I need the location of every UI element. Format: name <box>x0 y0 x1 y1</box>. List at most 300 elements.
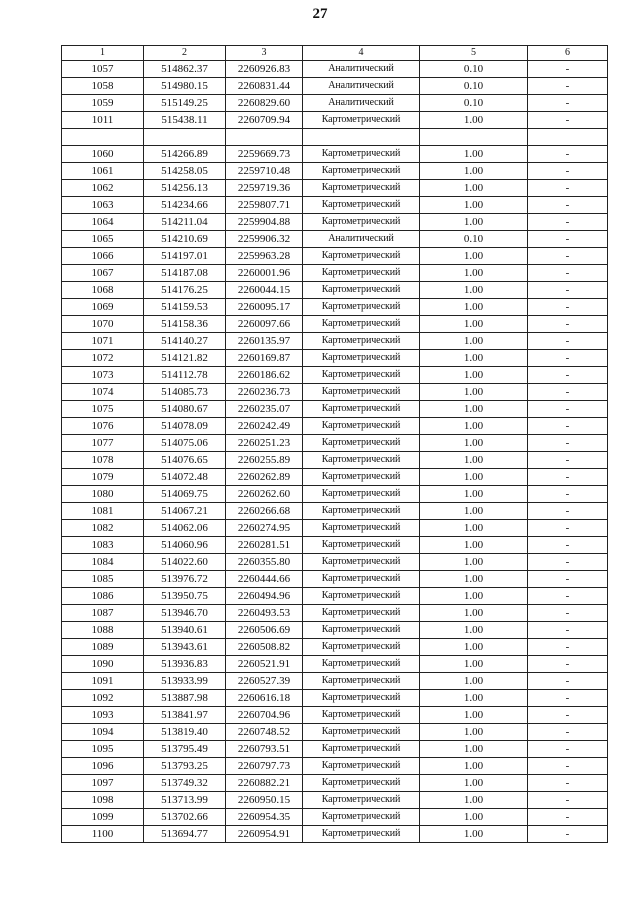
point-number-cell: 1092 <box>62 690 144 707</box>
accuracy-cell: 1.00 <box>420 112 528 129</box>
table-row <box>62 163 608 180</box>
point-number-cell: 1098 <box>62 792 144 809</box>
y-coordinate-cell: 2260882.21 <box>226 775 303 792</box>
accuracy-cell: 0.10 <box>420 61 528 78</box>
point-number-cell: 1072 <box>62 350 144 367</box>
table-row <box>62 265 608 282</box>
y-coordinate-cell: 2260521.91 <box>226 656 303 673</box>
method-cell: Картометрический <box>303 350 420 367</box>
point-number-cell: 1068 <box>62 282 144 299</box>
table-row <box>62 588 608 605</box>
point-number-cell: 1070 <box>62 316 144 333</box>
method-cell: Картометрический <box>303 452 420 469</box>
x-coordinate-cell: 513702.66 <box>144 809 226 826</box>
method-cell: Картометрический <box>303 656 420 673</box>
table-row <box>62 180 608 197</box>
y-coordinate-cell: 2259906.32 <box>226 231 303 248</box>
table-row <box>62 129 608 146</box>
table-row <box>62 537 608 554</box>
accuracy-cell: 1.00 <box>420 554 528 571</box>
method-cell: Картометрический <box>303 775 420 792</box>
table-row <box>62 112 608 129</box>
point-number-cell: 1079 <box>62 469 144 486</box>
x-coordinate-cell: 513946.70 <box>144 605 226 622</box>
method-cell: Картометрический <box>303 316 420 333</box>
note-cell: - <box>528 809 608 826</box>
method-cell: Картометрический <box>303 401 420 418</box>
x-coordinate-cell: 513936.83 <box>144 656 226 673</box>
x-coordinate-cell: 513887.98 <box>144 690 226 707</box>
y-coordinate-cell: 2260355.80 <box>226 554 303 571</box>
table-row <box>62 639 608 656</box>
x-coordinate-cell: 514076.65 <box>144 452 226 469</box>
point-number-cell: 1071 <box>62 333 144 350</box>
note-cell: - <box>528 452 608 469</box>
table-row <box>62 367 608 384</box>
table-header-row <box>62 46 608 61</box>
x-coordinate-cell: 514176.25 <box>144 282 226 299</box>
column-header: 4 <box>303 46 420 61</box>
method-cell: Картометрический <box>303 724 420 741</box>
method-cell: Картометрический <box>303 622 420 639</box>
column-header: 5 <box>420 46 528 61</box>
y-coordinate-cell: 2260527.39 <box>226 673 303 690</box>
x-coordinate-cell: 513933.99 <box>144 673 226 690</box>
coordinates-table <box>61 45 608 843</box>
table-row <box>62 282 608 299</box>
note-cell: - <box>528 163 608 180</box>
x-coordinate-cell: 514256.13 <box>144 180 226 197</box>
x-coordinate-cell: 514067.21 <box>144 503 226 520</box>
y-coordinate-cell: 2260262.89 <box>226 469 303 486</box>
note-cell: - <box>528 78 608 95</box>
y-coordinate-cell: 2260506.69 <box>226 622 303 639</box>
note-cell: - <box>528 95 608 112</box>
x-coordinate-cell: 514980.15 <box>144 78 226 95</box>
note-cell: - <box>528 146 608 163</box>
x-coordinate-cell: 514080.67 <box>144 401 226 418</box>
table-row <box>62 571 608 588</box>
table-row <box>62 214 608 231</box>
accuracy-cell: 1.00 <box>420 282 528 299</box>
point-number-cell: 1064 <box>62 214 144 231</box>
y-coordinate-cell: 2260831.44 <box>226 78 303 95</box>
x-coordinate-cell: 514121.82 <box>144 350 226 367</box>
x-coordinate-cell: 513940.61 <box>144 622 226 639</box>
y-coordinate-cell: 2260001.96 <box>226 265 303 282</box>
note-cell: - <box>528 367 608 384</box>
accuracy-cell: 1.00 <box>420 639 528 656</box>
point-number-cell: 1069 <box>62 299 144 316</box>
accuracy-cell: 1.00 <box>420 520 528 537</box>
y-coordinate-cell: 2260704.96 <box>226 707 303 724</box>
x-coordinate-cell: 514158.36 <box>144 316 226 333</box>
method-cell: Картометрический <box>303 469 420 486</box>
note-cell: - <box>528 435 608 452</box>
table-row <box>62 656 608 673</box>
y-coordinate-cell: 2260186.62 <box>226 367 303 384</box>
note-cell: - <box>528 197 608 214</box>
point-number-cell: 1094 <box>62 724 144 741</box>
accuracy-cell: 1.00 <box>420 707 528 724</box>
accuracy-cell: 1.00 <box>420 401 528 418</box>
x-coordinate-cell: 513795.49 <box>144 741 226 758</box>
column-header: 3 <box>226 46 303 61</box>
accuracy-cell: 1.00 <box>420 316 528 333</box>
accuracy-cell <box>420 129 528 146</box>
point-number-cell: 1087 <box>62 605 144 622</box>
x-coordinate-cell: 513749.32 <box>144 775 226 792</box>
method-cell: Картометрический <box>303 673 420 690</box>
method-cell: Картометрический <box>303 741 420 758</box>
accuracy-cell: 1.00 <box>420 452 528 469</box>
column-header: 6 <box>528 46 608 61</box>
method-cell: Картометрический <box>303 214 420 231</box>
note-cell: - <box>528 214 608 231</box>
y-coordinate-cell: 2260274.95 <box>226 520 303 537</box>
point-number-cell: 1075 <box>62 401 144 418</box>
x-coordinate-cell: 514069.75 <box>144 486 226 503</box>
y-coordinate-cell: 2260044.15 <box>226 282 303 299</box>
y-coordinate-cell: 2260616.18 <box>226 690 303 707</box>
y-coordinate-cell: 2259710.48 <box>226 163 303 180</box>
accuracy-cell: 1.00 <box>420 469 528 486</box>
accuracy-cell: 1.00 <box>420 673 528 690</box>
accuracy-cell: 1.00 <box>420 214 528 231</box>
method-cell: Аналитический <box>303 78 420 95</box>
accuracy-cell: 1.00 <box>420 656 528 673</box>
table-row <box>62 299 608 316</box>
table-row <box>62 384 608 401</box>
accuracy-cell: 1.00 <box>420 724 528 741</box>
point-number-cell: 1097 <box>62 775 144 792</box>
y-coordinate-cell: 2260444.66 <box>226 571 303 588</box>
point-number-cell: 1066 <box>62 248 144 265</box>
y-coordinate-cell: 2260950.15 <box>226 792 303 809</box>
table-row <box>62 673 608 690</box>
note-cell: - <box>528 282 608 299</box>
note-cell: - <box>528 503 608 520</box>
note-cell: - <box>528 299 608 316</box>
y-coordinate-cell: 2260954.35 <box>226 809 303 826</box>
method-cell: Аналитический <box>303 95 420 112</box>
table-row <box>62 707 608 724</box>
point-number-cell: 1011 <box>62 112 144 129</box>
point-number-cell: 1074 <box>62 384 144 401</box>
column-header: 2 <box>144 46 226 61</box>
table-row <box>62 418 608 435</box>
note-cell: - <box>528 265 608 282</box>
x-coordinate-cell: 514258.05 <box>144 163 226 180</box>
note-cell: - <box>528 486 608 503</box>
y-coordinate-cell: 2260493.53 <box>226 605 303 622</box>
table-row <box>62 248 608 265</box>
point-number-cell: 1096 <box>62 758 144 775</box>
point-number-cell: 1100 <box>62 826 144 843</box>
x-coordinate-cell: 514062.06 <box>144 520 226 537</box>
note-cell: - <box>528 520 608 537</box>
accuracy-cell: 1.00 <box>420 265 528 282</box>
note-cell: - <box>528 707 608 724</box>
y-coordinate-cell: 2259963.28 <box>226 248 303 265</box>
accuracy-cell: 1.00 <box>420 605 528 622</box>
table-row <box>62 792 608 809</box>
method-cell <box>303 129 420 146</box>
table-row <box>62 61 608 78</box>
point-number-cell: 1081 <box>62 503 144 520</box>
method-cell: Картометрический <box>303 435 420 452</box>
accuracy-cell: 1.00 <box>420 197 528 214</box>
point-number-cell: 1088 <box>62 622 144 639</box>
accuracy-cell: 1.00 <box>420 622 528 639</box>
x-coordinate-cell: 514266.89 <box>144 146 226 163</box>
method-cell: Картометрический <box>303 537 420 554</box>
method-cell: Картометрический <box>303 639 420 656</box>
table-row <box>62 146 608 163</box>
method-cell: Картометрический <box>303 299 420 316</box>
table-row <box>62 78 608 95</box>
note-cell: - <box>528 112 608 129</box>
table-body <box>62 61 608 843</box>
accuracy-cell: 1.00 <box>420 758 528 775</box>
note-cell: - <box>528 248 608 265</box>
point-number-cell: 1078 <box>62 452 144 469</box>
point-number-cell: 1058 <box>62 78 144 95</box>
accuracy-cell: 1.00 <box>420 775 528 792</box>
x-coordinate-cell: 514085.73 <box>144 384 226 401</box>
x-coordinate-cell: 513819.40 <box>144 724 226 741</box>
method-cell: Картометрический <box>303 486 420 503</box>
table-row <box>62 520 608 537</box>
column-header: 1 <box>62 46 144 61</box>
accuracy-cell: 1.00 <box>420 486 528 503</box>
x-coordinate-cell: 514078.09 <box>144 418 226 435</box>
y-coordinate-cell: 2260095.17 <box>226 299 303 316</box>
note-cell: - <box>528 639 608 656</box>
note-cell: - <box>528 724 608 741</box>
table-row <box>62 503 608 520</box>
note-cell: - <box>528 758 608 775</box>
table-row <box>62 435 608 452</box>
note-cell: - <box>528 826 608 843</box>
point-number-cell: 1065 <box>62 231 144 248</box>
y-coordinate-cell: 2260748.52 <box>226 724 303 741</box>
x-coordinate-cell: 514075.06 <box>144 435 226 452</box>
note-cell: - <box>528 401 608 418</box>
accuracy-cell: 1.00 <box>420 503 528 520</box>
accuracy-cell: 1.00 <box>420 571 528 588</box>
x-coordinate-cell: 514210.69 <box>144 231 226 248</box>
method-cell: Картометрический <box>303 418 420 435</box>
y-coordinate-cell: 2260954.91 <box>226 826 303 843</box>
note-cell: - <box>528 180 608 197</box>
accuracy-cell: 1.00 <box>420 792 528 809</box>
note-cell: - <box>528 792 608 809</box>
y-coordinate-cell: 2260262.60 <box>226 486 303 503</box>
page-number: 27 <box>312 6 328 22</box>
method-cell: Картометрический <box>303 690 420 707</box>
method-cell: Картометрический <box>303 197 420 214</box>
y-coordinate-cell: 2259904.88 <box>226 214 303 231</box>
y-coordinate-cell: 2260235.07 <box>226 401 303 418</box>
point-number-cell: 1095 <box>62 741 144 758</box>
note-cell: - <box>528 673 608 690</box>
x-coordinate-cell: 514234.66 <box>144 197 226 214</box>
x-coordinate-cell: 514022.60 <box>144 554 226 571</box>
note-cell: - <box>528 554 608 571</box>
accuracy-cell: 1.00 <box>420 333 528 350</box>
x-coordinate-cell: 513841.97 <box>144 707 226 724</box>
note-cell: - <box>528 741 608 758</box>
method-cell: Картометрический <box>303 707 420 724</box>
accuracy-cell: 1.00 <box>420 418 528 435</box>
point-number-cell: 1059 <box>62 95 144 112</box>
note-cell <box>528 129 608 146</box>
table-row <box>62 775 608 792</box>
y-coordinate-cell: 2260281.51 <box>226 537 303 554</box>
accuracy-cell: 1.00 <box>420 299 528 316</box>
y-coordinate-cell: 2260236.73 <box>226 384 303 401</box>
y-coordinate-cell: 2260097.66 <box>226 316 303 333</box>
method-cell: Картометрический <box>303 163 420 180</box>
y-coordinate-cell: 2260169.87 <box>226 350 303 367</box>
x-coordinate-cell: 515438.11 <box>144 112 226 129</box>
note-cell: - <box>528 690 608 707</box>
note-cell: - <box>528 316 608 333</box>
x-coordinate-cell <box>144 129 226 146</box>
y-coordinate-cell: 2260255.89 <box>226 452 303 469</box>
y-coordinate-cell: 2260829.60 <box>226 95 303 112</box>
x-coordinate-cell: 513976.72 <box>144 571 226 588</box>
table-row <box>62 622 608 639</box>
point-number-cell: 1063 <box>62 197 144 214</box>
table-row <box>62 605 608 622</box>
point-number-cell: 1093 <box>62 707 144 724</box>
table-row <box>62 724 608 741</box>
point-number-cell: 1057 <box>62 61 144 78</box>
x-coordinate-cell: 513950.75 <box>144 588 226 605</box>
point-number-cell: 1080 <box>62 486 144 503</box>
x-coordinate-cell: 514060.96 <box>144 537 226 554</box>
x-coordinate-cell: 514072.48 <box>144 469 226 486</box>
method-cell: Картометрический <box>303 758 420 775</box>
x-coordinate-cell: 513943.61 <box>144 639 226 656</box>
y-coordinate-cell: 2260494.96 <box>226 588 303 605</box>
x-coordinate-cell: 514211.04 <box>144 214 226 231</box>
table-row <box>62 690 608 707</box>
point-number-cell: 1091 <box>62 673 144 690</box>
point-number-cell: 1061 <box>62 163 144 180</box>
accuracy-cell: 1.00 <box>420 180 528 197</box>
accuracy-cell: 1.00 <box>420 384 528 401</box>
accuracy-cell: 0.10 <box>420 95 528 112</box>
note-cell: - <box>528 775 608 792</box>
accuracy-cell: 1.00 <box>420 435 528 452</box>
y-coordinate-cell: 2260508.82 <box>226 639 303 656</box>
note-cell: - <box>528 588 608 605</box>
y-coordinate-cell: 2259669.73 <box>226 146 303 163</box>
accuracy-cell: 1.00 <box>420 163 528 180</box>
point-number-cell: 1077 <box>62 435 144 452</box>
table-row <box>62 554 608 571</box>
y-coordinate-cell: 2260709.94 <box>226 112 303 129</box>
method-cell: Картометрический <box>303 554 420 571</box>
method-cell: Картометрический <box>303 503 420 520</box>
method-cell: Картометрический <box>303 588 420 605</box>
x-coordinate-cell: 514187.08 <box>144 265 226 282</box>
method-cell: Картометрический <box>303 571 420 588</box>
method-cell: Аналитический <box>303 61 420 78</box>
accuracy-cell: 1.00 <box>420 741 528 758</box>
table-row <box>62 809 608 826</box>
point-number-cell: 1084 <box>62 554 144 571</box>
point-number-cell: 1086 <box>62 588 144 605</box>
table-row <box>62 826 608 843</box>
y-coordinate-cell: 2260242.49 <box>226 418 303 435</box>
y-coordinate-cell: 2260797.73 <box>226 758 303 775</box>
x-coordinate-cell: 513713.99 <box>144 792 226 809</box>
table-row <box>62 350 608 367</box>
x-coordinate-cell: 514862.37 <box>144 61 226 78</box>
accuracy-cell: 1.00 <box>420 350 528 367</box>
y-coordinate-cell: 2260135.97 <box>226 333 303 350</box>
method-cell: Картометрический <box>303 367 420 384</box>
accuracy-cell: 1.00 <box>420 588 528 605</box>
method-cell: Картометрический <box>303 792 420 809</box>
table-row <box>62 758 608 775</box>
note-cell: - <box>528 333 608 350</box>
accuracy-cell: 1.00 <box>420 809 528 826</box>
table-row <box>62 197 608 214</box>
accuracy-cell: 1.00 <box>420 146 528 163</box>
x-coordinate-cell: 514197.01 <box>144 248 226 265</box>
x-coordinate-cell: 514140.27 <box>144 333 226 350</box>
y-coordinate-cell: 2260926.83 <box>226 61 303 78</box>
method-cell: Картометрический <box>303 809 420 826</box>
x-coordinate-cell: 515149.25 <box>144 95 226 112</box>
accuracy-cell: 1.00 <box>420 248 528 265</box>
point-number-cell <box>62 129 144 146</box>
y-coordinate-cell: 2259807.71 <box>226 197 303 214</box>
table-row <box>62 486 608 503</box>
x-coordinate-cell: 513793.25 <box>144 758 226 775</box>
note-cell: - <box>528 605 608 622</box>
y-coordinate-cell: 2260266.68 <box>226 503 303 520</box>
method-cell: Картометрический <box>303 520 420 537</box>
y-coordinate-cell: 2259719.36 <box>226 180 303 197</box>
method-cell: Картометрический <box>303 282 420 299</box>
note-cell: - <box>528 61 608 78</box>
accuracy-cell: 1.00 <box>420 826 528 843</box>
table-row <box>62 741 608 758</box>
note-cell: - <box>528 231 608 248</box>
table-row <box>62 95 608 112</box>
point-number-cell: 1099 <box>62 809 144 826</box>
note-cell: - <box>528 469 608 486</box>
note-cell: - <box>528 418 608 435</box>
method-cell: Картометрический <box>303 826 420 843</box>
accuracy-cell: 0.10 <box>420 231 528 248</box>
method-cell: Картометрический <box>303 605 420 622</box>
table-row <box>62 333 608 350</box>
x-coordinate-cell: 514112.78 <box>144 367 226 384</box>
method-cell: Картометрический <box>303 180 420 197</box>
method-cell: Картометрический <box>303 384 420 401</box>
point-number-cell: 1067 <box>62 265 144 282</box>
method-cell: Картометрический <box>303 112 420 129</box>
note-cell: - <box>528 622 608 639</box>
y-coordinate-cell: 2260793.51 <box>226 741 303 758</box>
